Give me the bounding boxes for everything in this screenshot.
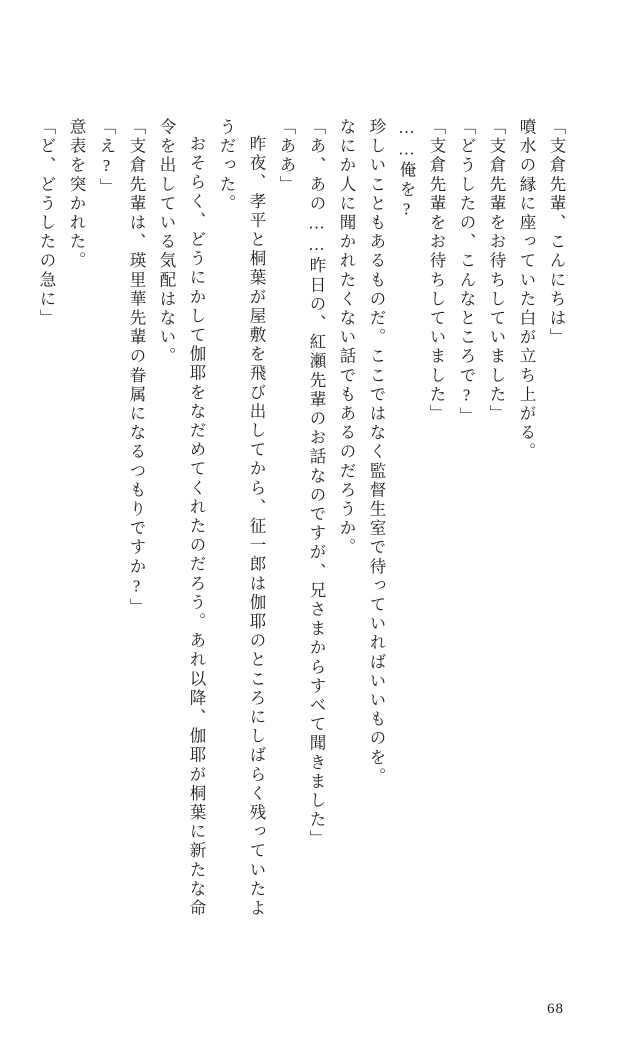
text-line: うだった。 (217, 118, 236, 214)
text-line: ……俺を? (397, 118, 416, 221)
body-text (37, 118, 566, 948)
text-line: おそらく、どうにかして伽耶をなだめてくれたのだろう。あれ以降、伽耶が桐葉に新たな命 (187, 135, 206, 919)
text-line: 「支倉先輩をお待ちしていました」 (487, 118, 506, 424)
text-line: 「ど、どうしたの急に」 (37, 118, 56, 329)
text-line: 珍しいこともあるものだ。ここではなく監督生室で待っていればいいものを。 (367, 118, 386, 787)
page-number: 68 (547, 1001, 564, 1017)
text-line: なにか人に聞かれたくない話でもあるのだろうか。 (337, 118, 356, 558)
text-line: 「え?」 (97, 118, 116, 197)
text-line: 「どうしたの、こんなところで?」 (457, 118, 476, 427)
text-line: 意表を突かれた。 (67, 118, 86, 271)
text-line: 「あ、あの……昨日の、紅瀬先輩のお話なのですが、兄さまからすべて聞きました」 (307, 118, 326, 849)
text-line: 令を出している気配はない。 (157, 118, 176, 367)
text-line: 噴水の縁に座っていた白が立ち上がる。 (517, 118, 536, 462)
text-line: 「支倉先輩、こんにちは」 (547, 118, 566, 348)
text-line: 「ああ」 (277, 118, 296, 195)
text-line: 昨夜、孝平と桐葉が屋敷を飛び出してから、征一郎は伽耶のところにしばらく残っていたよ (247, 135, 266, 919)
text-line: 「支倉先輩は、瑛里華先輩の眷属になるつもりですか?」 (127, 118, 146, 618)
text-line: 「支倉先輩をお待ちしていました」 (427, 118, 446, 424)
